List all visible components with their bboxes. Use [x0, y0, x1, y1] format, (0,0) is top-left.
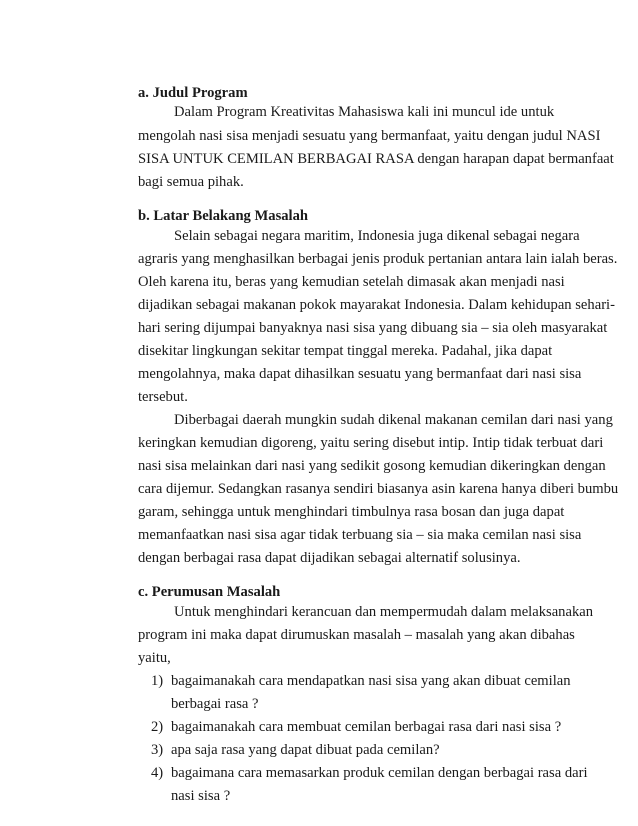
section-b-para1-line: Oleh karena itu, beras yang kemudian setelah dimasak akan menjadi nasi [138, 274, 565, 290]
list-item-text: berbagai rasa ? [171, 696, 259, 712]
section-b-para1-line: mengolahnya, maka dapat dihasilkan sesuatu yang bermanfaat dari nasi sisa [138, 366, 582, 382]
section-b-para1-line: Selain sebagai negara maritim, Indonesia juga dikenal sebagai negara [174, 228, 580, 244]
section-b-para2-line: Diberbagai daerah mungkin sudah dikenal makanan cemilan dari nasi yang [174, 412, 613, 428]
list-item-text: nasi sisa ? [171, 788, 231, 804]
list-item-text: bagaimana cara memasarkan produk cemilan dengan berbagai rasa dari [171, 765, 588, 781]
list-item-number: 1) [151, 673, 164, 689]
list-item-text: bagaimanakah cara membuat cemilan berbagai rasa dari nasi sisa ? [171, 719, 562, 735]
section-c-line: yaitu, [138, 650, 171, 666]
section-b-para2-line: nasi sisa melainkan dari nasi yang sedikit gosong kemudian dikeringkan dengan [138, 458, 606, 474]
section-b-para1-line: disekitar lingkungan sekitar tempat tinggal mereka. Padahal, jika dapat [138, 343, 553, 359]
section-a-line: Dalam Program Kreativitas Mahasiswa kali ini muncul ide untuk [174, 104, 555, 120]
section-b-para2-line: dengan berbagai rasa dapat dijadikan sebagai alternatif solusinya. [138, 550, 521, 566]
section-b-heading: b. Latar Belakang Masalah [138, 208, 309, 224]
section-a-line: mengolah nasi sisa menjadi sesuatu yang bermanfaat, yaitu dengan judul NASI [138, 128, 601, 144]
section-a-line: bagi semua pihak. [138, 174, 244, 190]
section-b-para1-line: agraris yang menghasilkan berbagai jenis produk pertanian antara lain ialah beras. [138, 251, 618, 267]
section-b-para1-line: dijadikan sebagai makanan pokok mayarakat Indonesia. Dalam kehidupan sehari- [138, 297, 615, 313]
section-b-para1-line: tersebut. [138, 389, 188, 405]
section-b-para2-line: memanfaatkan nasi sisa agar tidak terbuang sia – sia maka cemilan nasi sisa [138, 527, 582, 543]
section-b-para1-line: hari sering dijumpai banyaknya nasi sisa yang dibuang sia – sia oleh masyarakat [138, 320, 608, 336]
list-item-number: 4) [151, 765, 164, 781]
section-c-line: program ini maka dapat dirumuskan masalah – masalah yang akan dibahas [138, 627, 575, 643]
list-item-text: bagaimanakah cara mendapatkan nasi sisa yang akan dibuat cemilan [171, 673, 571, 689]
section-a-heading: a. Judul Program [138, 85, 248, 101]
list-item-number: 3) [151, 742, 164, 758]
section-b-para2-line: keringkan kemudian digoreng, yaitu sering disebut intip. Intip tidak terbuat dari [138, 435, 604, 451]
list-item-number: 2) [151, 719, 164, 735]
section-c-line: Untuk menghindari kerancuan dan mempermudah dalam melaksanakan [174, 604, 594, 620]
section-b-para2-line: garam, sehingga untuk menghindari timbulnya rasa bosan dan juga dapat [138, 504, 565, 520]
section-a-line: SISA UNTUK CEMILAN BERBAGAI RASA dengan harapan dapat bermanfaat [138, 151, 614, 167]
section-c-heading: c. Perumusan Masalah [138, 584, 281, 600]
list-item-text: apa saja rasa yang dapat dibuat pada cemilan? [171, 742, 440, 758]
section-b-para2-line: cara dijemur. Sedangkan rasanya sendiri biasanya asin karena hanya diberi bumbu [138, 481, 619, 497]
